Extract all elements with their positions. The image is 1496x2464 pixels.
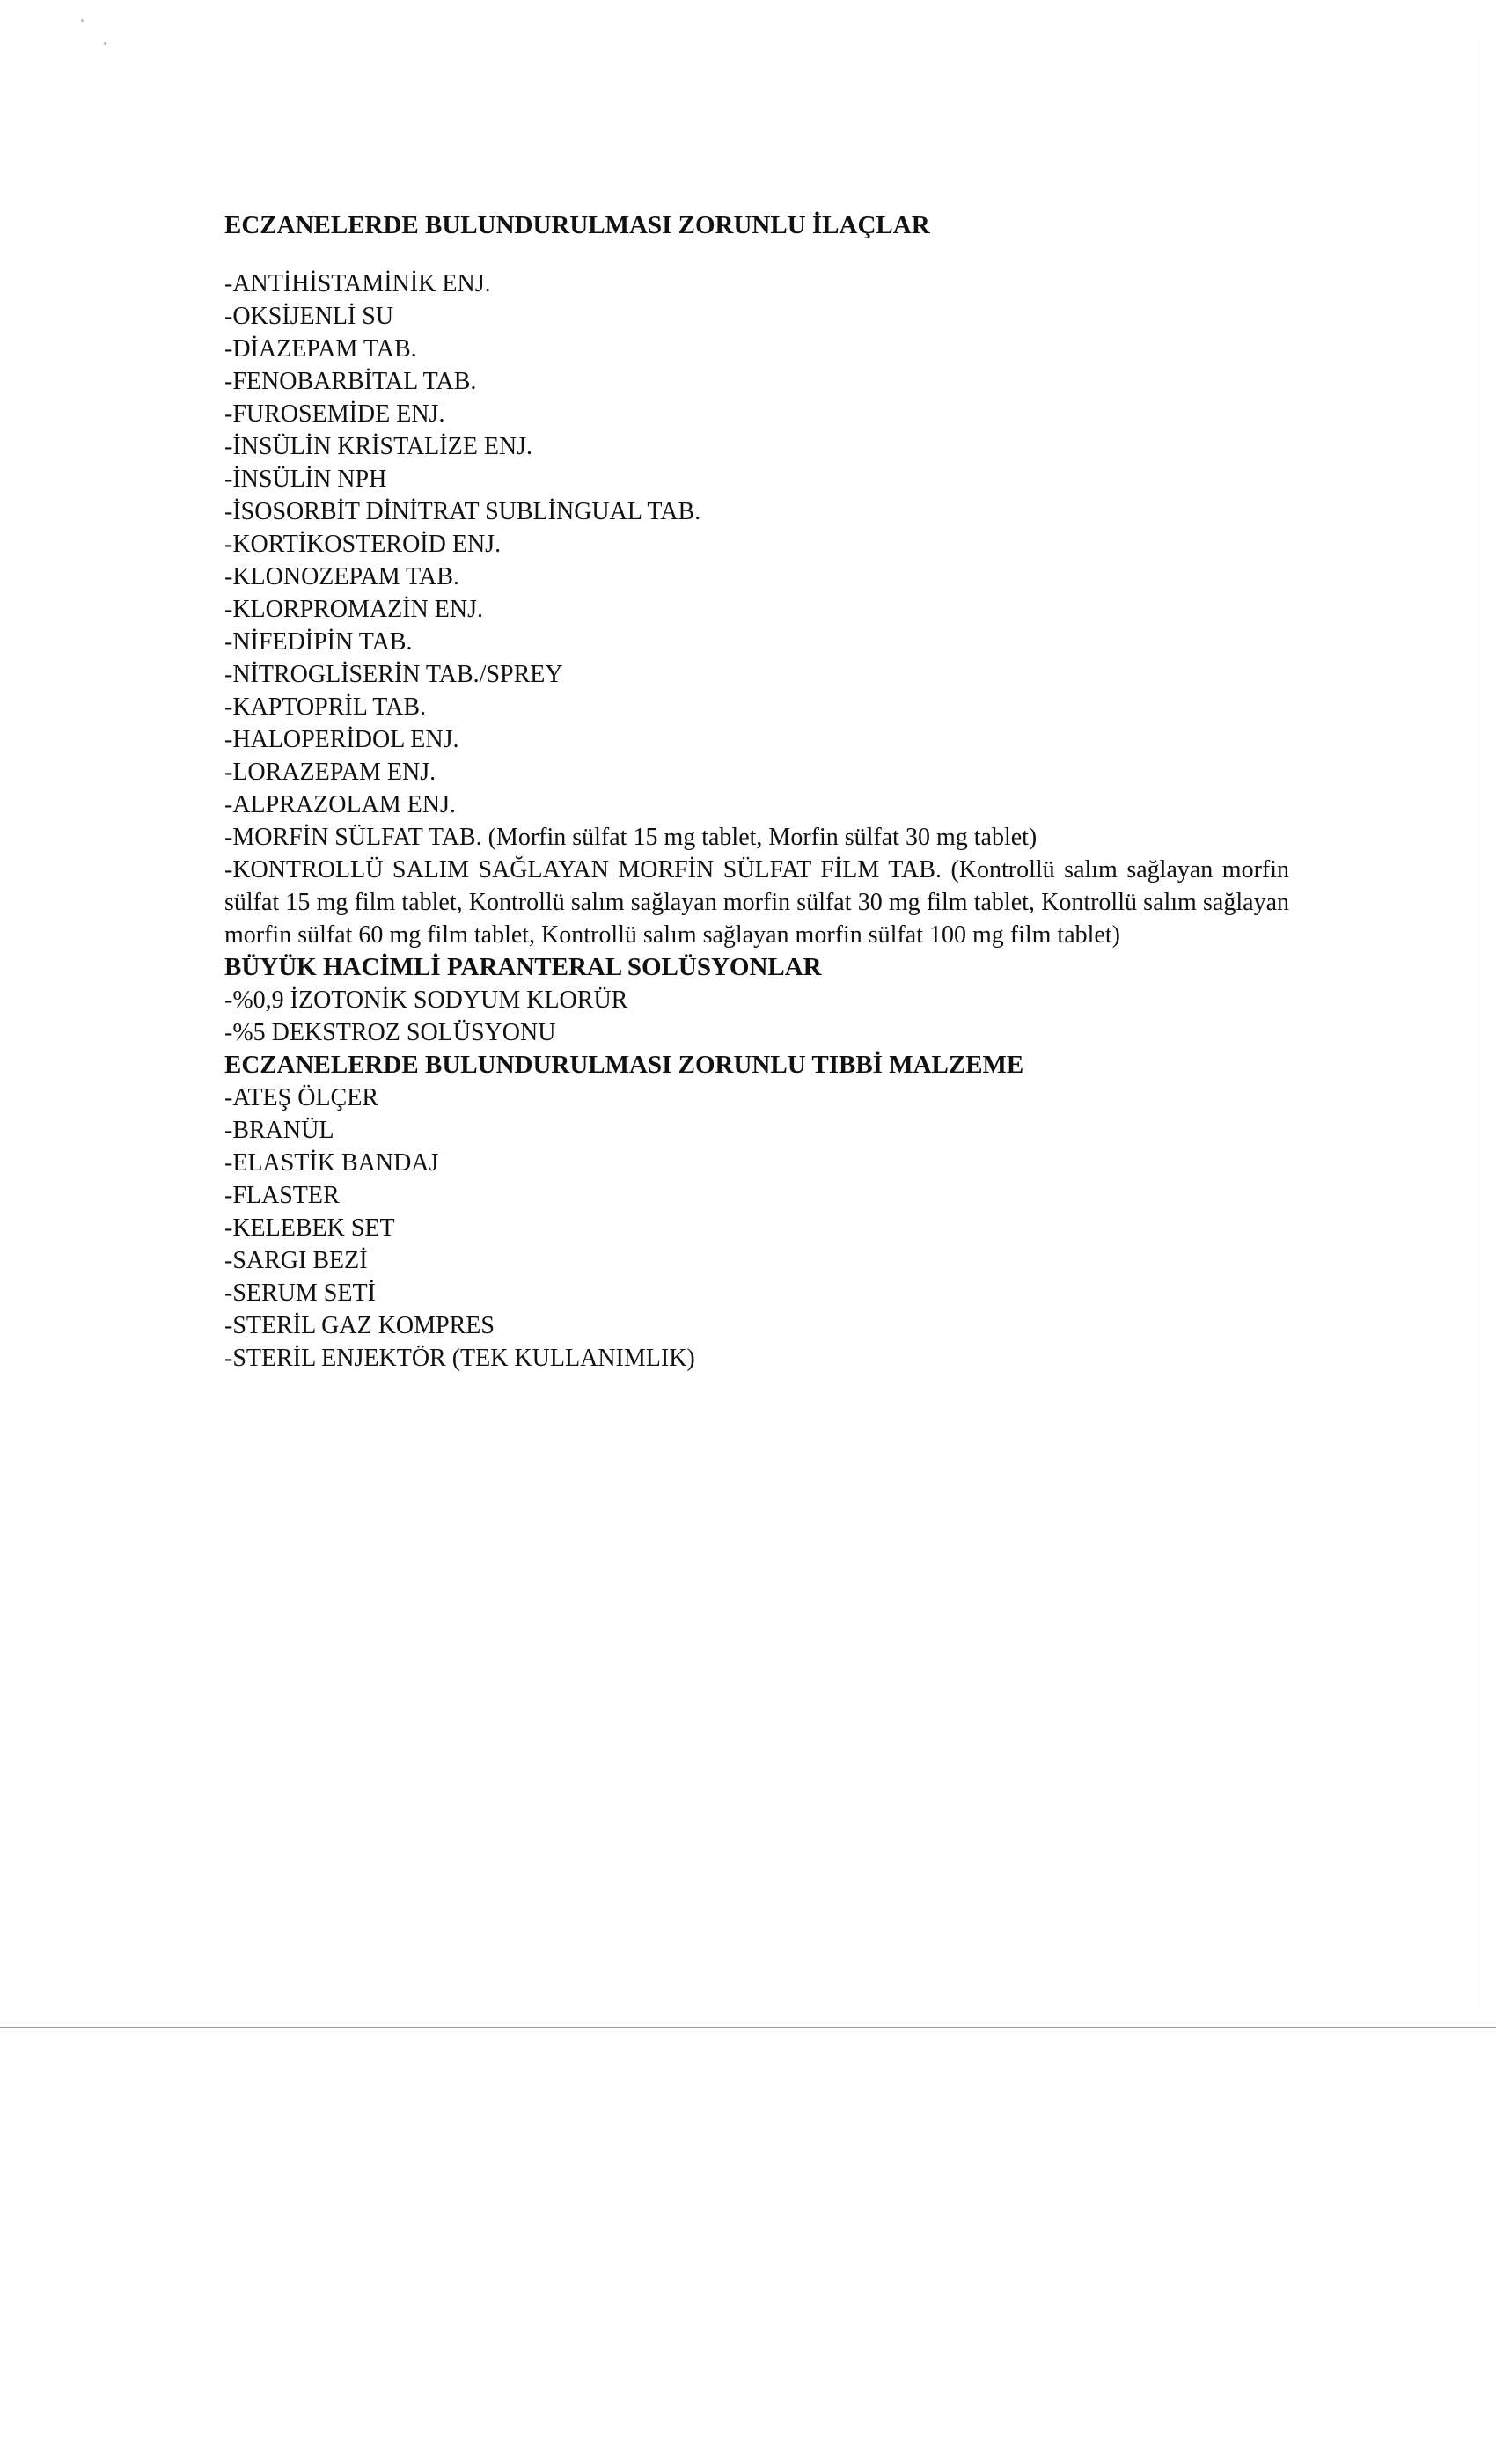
list-item: -ANTİHİSTAMİNİK ENJ. [224,270,491,297]
list-item: -ALPRAZOLAM ENJ. [224,791,456,818]
list-item: -NİFEDİPİN TAB. [224,628,413,656]
list-item: -%0,9 İZOTONİK SODYUM KLORÜR [224,986,628,1014]
list-item: -KELEBEK SET [224,1214,395,1242]
scan-fold-line [0,2027,1496,2028]
list-item: -KLONOZEPAM TAB. [224,563,459,590]
list-item: -BRANÜL [224,1117,334,1144]
list-item: -FENOBARBİTAL TAB. [224,368,477,395]
list-item: -LORAZEPAM ENJ. [224,759,436,786]
list-item: -KLORPROMAZİN ENJ. [224,596,483,623]
list-item: -FLASTER [224,1182,340,1209]
list-item: -İNSÜLİN KRİSTALİZE ENJ. [224,433,533,460]
document-body [224,209,1289,1375]
list-item: -İSOSORBİT DİNİTRAT SUBLİNGUAL TAB. [224,498,701,525]
list-item: -İNSÜLİN NPH [224,466,387,493]
list-item: -OKSİJENLİ SU [224,303,394,330]
list-item: -SARGI BEZİ [224,1247,368,1274]
list-item: -FUROSEMİDE ENJ. [224,400,445,428]
list-item: -DİAZEPAM TAB. [224,335,417,363]
section-title-medical-supplies: ECZANELERDE BULUNDURULMASI ZORUNLU TIBBİ MALZEME [224,1051,1024,1079]
scan-speck [104,42,106,45]
list-item: -SERUM SETİ [224,1280,376,1307]
list-item-controlled-release-morphine: -KONTROLLÜ SALIM SAĞLAYAN MORFİN SÜLFAT FİLM TAB. (Kontrollü salım sağlayan morfin sülfat 15 mg film tablet, Kontrollü salım sağlayan morfin sülfat 30 mg film tablet, Kontrollü salım sağlayan morfin sülfat 60 mg film tablet, Kontrollü salım sağlayan morfin sülfat 100 mg film tablet) [224,856,1289,949]
list-item: -NİTROGLİSERİN TAB./SPREY [224,661,563,688]
drug-list [224,268,1289,1375]
scan-speck [81,19,84,22]
section-title-parenteral: BÜYÜK HACİMLİ PARANTERAL SOLÜSYONLAR [224,953,822,981]
list-item: -MORFİN SÜLFAT TAB. (Morfin sülfat 15 mg tablet, Morfin sülfat 30 mg tablet) [224,824,1038,851]
list-item: -STERİL GAZ KOMPRES [224,1312,495,1339]
list-item: -HALOPERİDOL ENJ. [224,726,459,753]
list-item: -KORTİKOSTEROİD ENJ. [224,531,502,558]
document-title: ECZANELERDE BULUNDURULMASI ZORUNLU İLAÇLAR [224,211,930,239]
list-item: -ELASTİK BANDAJ [224,1149,439,1177]
list-item: -%5 DEKSTROZ SOLÜSYONU [224,1019,556,1046]
list-item: -STERİL ENJEKTÖR (TEK KULLANIMLIK) [224,1345,695,1372]
list-item: -ATEŞ ÖLÇER [224,1084,378,1111]
list-item: -KAPTOPRİL TAB. [224,693,427,721]
